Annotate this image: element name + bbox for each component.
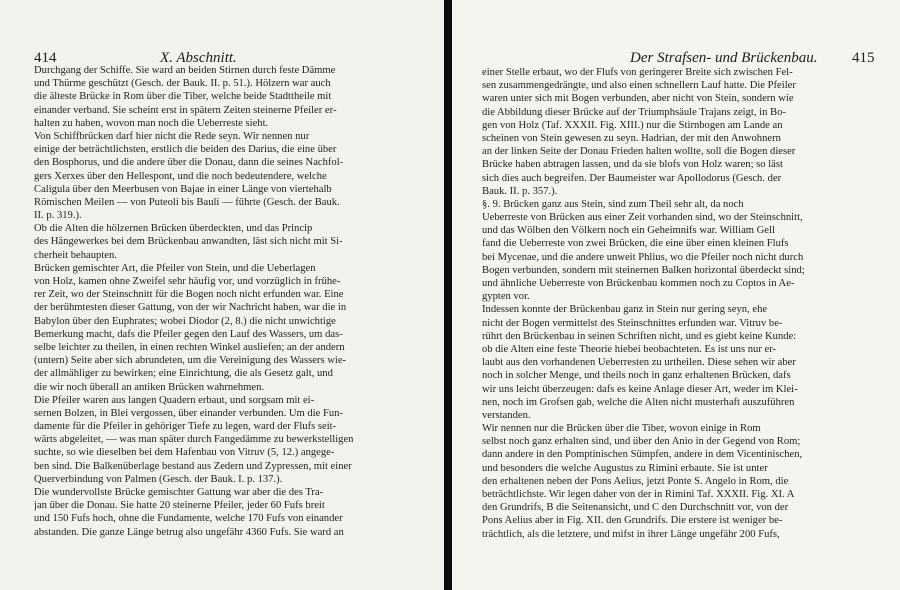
right-page xyxy=(452,0,900,590)
running-header: Der Strafsen- und Brückenbau. xyxy=(630,50,818,66)
text-line: Römischen Meilen — von Puteoli bis Bauli — führte (Gesch. der Bauk. xyxy=(34,196,340,208)
text-line: Bogen verbunden, sondern mit steinernen Balken horizontal überdeckt sind; xyxy=(482,264,805,276)
text-line: fand die Ueberreste von zwei Brücken, die eine über einen kleinen Flufs xyxy=(482,238,789,250)
text-line: und 150 Fufs hoch, ohne die Fundamente, welche 170 Fufs von einander xyxy=(34,513,343,525)
text-line: laubt aus den vorhandenen Ueberresten zu urtheilen. Diese sehen wir aber xyxy=(482,357,796,369)
left-page xyxy=(0,0,444,590)
text-line: beträchtlichste. Wir legen daher von der in Rimini Taf. XXXII. Fig. XI. A xyxy=(482,489,795,500)
text-line: Brücken gemischter Art, die Pfeiler von Stein, und die Ueberlagen xyxy=(34,262,316,274)
text-line: einige der beträchtlichsten, erstlich die beiden des Darius, die eine über xyxy=(34,144,337,156)
text-line: dann andere in den Pomptinischen Sümpfen, andere in dem Vicentinischen, xyxy=(482,449,803,461)
text-line: scheinen von Stein gewesen zu seyn. Hadrian, der mit den Anwohnern xyxy=(482,132,781,144)
text-line: trächtlich, als die letztere, und mifst in ihrer Länge ungefähr 200 Fufs, xyxy=(482,528,780,540)
text-line: selbst noch ganz erhalten sind, und über den Anio in der Gegend von Rom; xyxy=(482,436,801,448)
text-line: (untern) Seite aber sich abrundeten, um die Vereinigung des Wassers wie- xyxy=(34,355,347,367)
text-line: den Bosphorus, und die andere über die Donau, dann die seines Nachfol- xyxy=(34,157,344,169)
text-line: einander verband. Sie scheint erst in spätern Zeiten steinerne Pfeiler er- xyxy=(34,104,337,116)
page-body xyxy=(482,66,876,541)
text-line: die älteste Brücke in Rom über die Tiber, welche beide Stadttheile mit xyxy=(34,91,332,103)
text-line: ben sind. Die Balkenüberlage bestand aus Zedern und Zypressen, mit einer xyxy=(34,460,352,472)
text-line: verstanden. xyxy=(482,409,531,421)
text-line: und Thürme geschützt (Gesch. der Bauk. II. p. 51.). Hölzern war auch xyxy=(34,78,331,90)
text-line: Querverbindung von Palmen (Gesch. der Bauk. I. p. 137.). xyxy=(34,473,283,485)
text-line: nicht der Bogen vermittelst des Steinschnittes erfunden war. Vitruv be- xyxy=(482,317,783,329)
text-line: Die wundervollste Brücke gemischter Gattung war aber die des Tra- xyxy=(34,487,324,498)
text-line: den Grundrifs, B die Seitenansicht, und C den Durchschnitt vor, von der xyxy=(482,502,789,514)
text-line: nen, noch im Grofsen gab, welche die Alten nicht musterhaft auszuführen xyxy=(482,396,795,408)
text-line: Ueberreste von Brücken aus einer Zeit vorhanden sind, wo der Steinschnitt, xyxy=(482,212,803,224)
text-line: Ob die Alten die hölzernen Brücken überdeckten, und das Princip xyxy=(34,223,313,235)
text-line: Durchgang der Schiffe. Sie ward an beiden Stirnen durch feste Dämme xyxy=(34,65,336,76)
running-header: X. Abschnitt. xyxy=(160,50,237,66)
text-line: Babylon über den Euphrates; wobei Diodor (2, 8.) die nicht unwichtige xyxy=(34,315,336,327)
text-line: selbe leichter zu theilen, in einen rechten Winkel ausliefen; an der andern xyxy=(34,341,345,353)
text-line: rührt den Brückenbau in seinen Schriften nicht, und es giebt keine Kunde: xyxy=(482,330,797,342)
text-line: bei Mycenae, und die andere unweit Phlius, wo die Pfeiler noch nicht durch xyxy=(482,251,804,263)
text-line: die Abbildung dieser Brücke auf der Triumphsäule Trajans zeigt, in Bo- xyxy=(482,106,786,118)
text-line: gypten vor. xyxy=(482,291,530,303)
text-line: der allmähliger zu bewirken; eine Einrichtung, die als Gesetz galt, und xyxy=(34,368,333,380)
text-line: waren unter sich mit Bogen verbunden, aber nicht von Stein, sondern wie xyxy=(482,93,794,105)
text-line: jan über die Donau. Sie hatte 20 steinerne Pfeiler, jeder 60 Fufs breit xyxy=(34,500,325,512)
text-line: Caligula über den Meerbusen von Bajae in einer Länge von viertehalb xyxy=(34,183,332,195)
text-line: von Holz, kamen ohne Zweifel sehr häufig vor, und vorzüglich in frühe- xyxy=(34,276,341,287)
text-line: der berühmtesten dieser Gattung, von der wir Nachricht haben, war die in xyxy=(34,302,347,314)
text-line: den erhaltenen neben der Pons Aelius, jetzt Ponte S. Angelo in Rom, die xyxy=(482,475,789,487)
text-line: sen zusammengedrängte, und also einen schnellern Lauf hatte. Die Pfeiler xyxy=(482,80,796,92)
book-gutter xyxy=(444,0,452,590)
text-line: an der linken Seite der Donau Frieden halten wollte, soll die Bogen dieser xyxy=(482,146,796,158)
text-line: noch in solcher Menge, und theils noch in ganz erhaltenen Brücken, dafs xyxy=(482,370,791,382)
text-line: Bemerkung macht, dafs die Pfeiler gegen den Lauf des Wassers, um das- xyxy=(34,328,343,340)
text-line: und ähnliche Ueberreste von Brückenbau kommen noch zu Coptos in Ae- xyxy=(482,278,795,289)
text-line: Die Pfeiler waren aus langen Quadern erbaut, und sorgsam mit ei- xyxy=(34,394,315,406)
text-line: des Hängewerkes bei dem Brückenbau anwandten, läst sich nicht mit Si- xyxy=(34,236,343,248)
text-line: gers Xerxes über den Hellespont, und die noch bedeutendere, welche xyxy=(34,170,327,182)
text-line: Von Schiffbrücken darf hier nicht die Rede seyn. Wir nennen nur xyxy=(34,130,310,142)
text-line: sernen Bolzen, in Blei vergossen, über einander verbunden. Um die Fun- xyxy=(34,407,344,419)
text-line: und das Wölben den Völkern noch ein Geheimnifs war. William Gell xyxy=(482,225,775,237)
text-line: damente für die Pfeiler in gehöriger Tiefe zu legen, ward der Flufs seit- xyxy=(34,421,337,433)
text-line: Bauk. II. p. 357.). xyxy=(482,185,558,197)
text-line: ob die Alten eine feste Theorie hiebei beobachteten. Es ist uns nur er- xyxy=(482,343,777,355)
text-line: Pons Aelius aber in Fig. XII. den Grundrifs. Die erstere ist weniger be- xyxy=(482,515,783,527)
text-line: wärts abgeleitet, — was man später durch Fangedämme zu bewerkstelligen xyxy=(34,434,354,446)
page-number: 415 xyxy=(852,50,875,66)
text-line: sich dies auch begreifen. Der Baumeister war Apollodorus (Gesch. der xyxy=(482,172,782,184)
text-line: Brücke haben abtragen lassen, und da sie blofs von Holz waren; so läst xyxy=(482,159,783,171)
text-line: wir uns leicht überzeugen: dafs es keine Anlage dieser Art, weder im Klei- xyxy=(482,383,798,395)
text-line: II. p. 319.). xyxy=(34,210,82,222)
text-line: und besonders die welche Augustus zu Rimini erbaute. Sie ist unter xyxy=(482,462,768,474)
text-line: rer Zeit, wo der Steinschnitt für die Bogen noch nicht erfunden war. Eine xyxy=(34,289,344,301)
text-line: Wir nennen nur die Brücken über die Tiber, wovon einige in Rom xyxy=(482,423,761,435)
text-line: abstanden. Die ganze Länge betrug also ungefähr 4360 Fufs. Sie ward an xyxy=(34,526,344,538)
text-line: cherheit behaupten. xyxy=(34,249,117,261)
page-body xyxy=(34,64,416,539)
page-number: 414 xyxy=(34,50,57,66)
text-line: die wir noch überall an antiken Brücken wahrnehmen. xyxy=(34,381,265,393)
text-line: halten zu haben, wovon man noch die Ueberreste sieht. xyxy=(34,117,269,129)
text-line: einer Stelle erbaut, wo der Flufs von geringerer Breite sich zwischen Fel- xyxy=(482,67,793,78)
text-line: suchte, so wie dieselben bei dem Hafenbau von Vitruv (5, 12.) angege- xyxy=(34,447,335,459)
text-line: Indessen konnte der Brückenbau ganz in Stein nur gering seyn, ehe xyxy=(482,304,768,316)
text-line: §. 9. Brücken ganz aus Stein, sind zum Theil sehr alt, da noch xyxy=(482,198,744,210)
text-line: gen von Holz (Taf. XXXII. Fig. XIII.) nur die Stirnbogen am Lande an xyxy=(482,119,783,131)
